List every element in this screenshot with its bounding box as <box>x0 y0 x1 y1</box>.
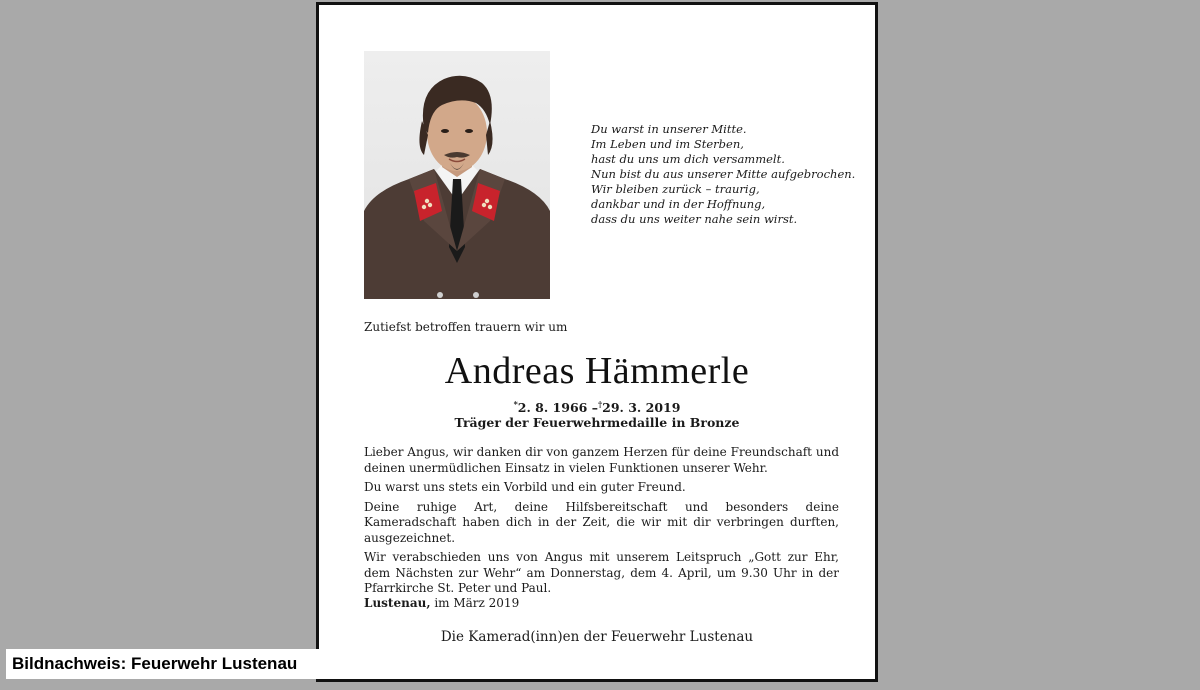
poem-line: Wir bleiben zurück – traurig, <box>591 182 760 196</box>
poem-line: Du warst in unserer Mitte. <box>591 122 747 136</box>
place-month: im März 2019 <box>430 596 520 610</box>
place-city: Lustenau, <box>364 596 431 610</box>
tribute-paragraph: Lieber Angus, wir danken dir von ganzem Herzen für deine Freundschaft und deinen unermüdlichen Einsatz in vielen Funktionen unserer Wehr. <box>364 445 839 475</box>
intro-text: Zutiefst betroffen trauern wir um <box>364 320 568 334</box>
poem-line: Nun bist du aus unserer Mitte aufgebrochen. <box>591 167 856 181</box>
photo-credit: Bildnachweis: Feuerwehr Lustenau <box>6 649 353 679</box>
death-date: 29. 3. 2019 <box>602 400 681 415</box>
obituary-notice <box>316 2 878 682</box>
birth-date: 2. 8. 1966 – <box>517 400 598 415</box>
poem-line: dankbar und in der Hoffnung, <box>591 197 766 211</box>
life-dates <box>319 399 875 415</box>
memorial-poem <box>591 122 861 227</box>
award-line: Träger der Feuerwehrmedaille in Bronze <box>454 415 740 430</box>
portrait-illustration <box>364 51 550 299</box>
deceased-name: Andreas Hämmerle <box>444 350 750 392</box>
tribute-body <box>364 445 839 601</box>
poem-line: dass du uns weiter nahe sein wirst. <box>591 212 798 226</box>
poem-line: Im Leben und im Sterben, <box>591 137 744 151</box>
signoff: Die Kamerad(inn)en der Feuerwehr Lustenau <box>440 629 754 645</box>
tribute-paragraph: Deine ruhige Art, deine Hilfsbereitschaft und besonders deine Kameradschaft haben dich in der Zeit, die wir mit dir verbringen durften, ausgezeichnet. <box>364 499 839 545</box>
tribute-paragraph: Du warst uns stets ein Vorbild und ein guter Freund. <box>364 480 686 494</box>
tribute-paragraph: Wir verabschieden uns von Angus mit unserem Leitspruch „Gott zur Ehr, dem Nächsten zur Wehr“ am Donnerstag, dem 4. April, um 9.30 Uhr in der Pfarrkirche St. Peter und Paul. <box>364 550 839 595</box>
death-symbol: † <box>597 399 603 409</box>
portrait-photo <box>364 51 550 299</box>
birth-symbol: * <box>513 399 518 409</box>
poem-line: hast du uns um dich versammelt. <box>591 152 785 166</box>
place-date <box>364 596 519 610</box>
